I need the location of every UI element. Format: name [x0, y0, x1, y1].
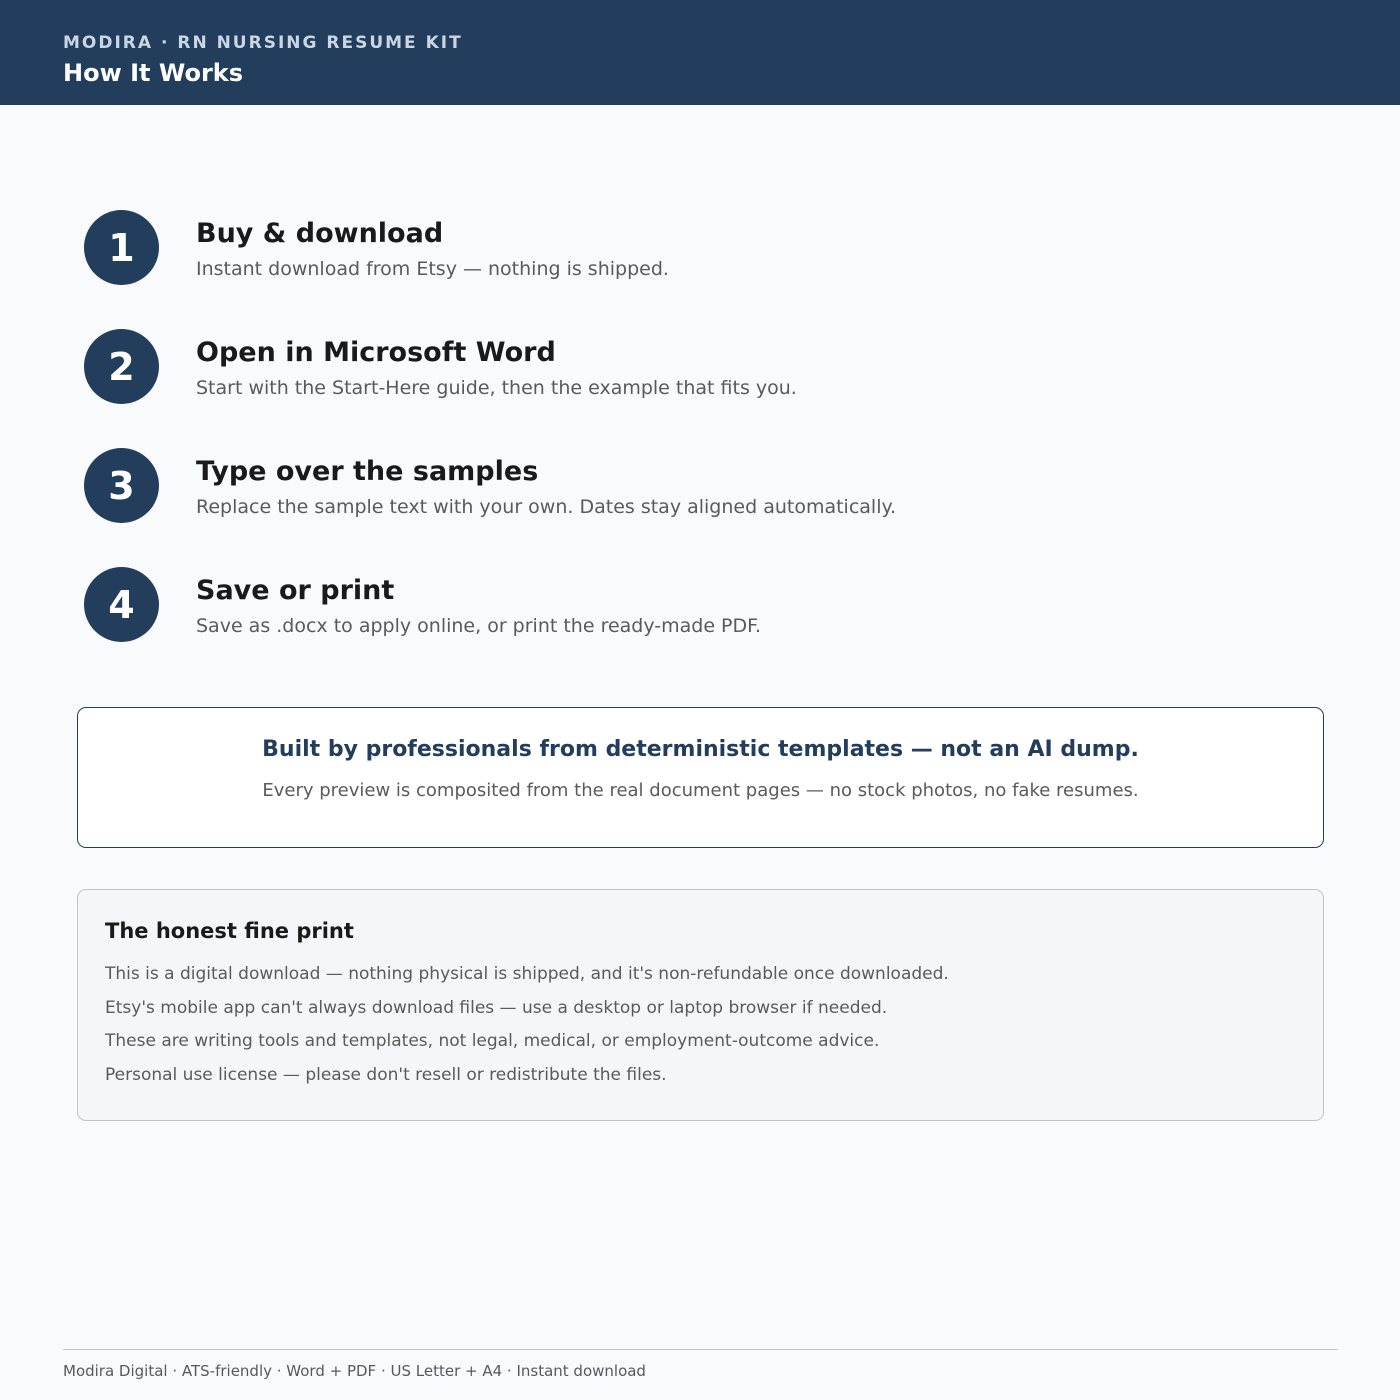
step-number-badge: 1: [84, 210, 159, 285]
page-title: How It Works: [63, 59, 244, 87]
step-2: [84, 329, 1284, 405]
fine-print-line: These are writing tools and templates, not legal, medical, or employment-outcome advice.: [105, 1031, 880, 1051]
step-description: Save as .docx to apply online, or print the ready-made PDF.: [196, 615, 762, 637]
header-kicker: MODIRA · RN NURSING RESUME KIT: [63, 33, 463, 53]
step-description: Instant download from Etsy — nothing is shipped.: [196, 258, 669, 280]
step-number-badge: 3: [84, 448, 159, 523]
callout-body: Every preview is composited from the real document pages — no stock photos, no fake resumes.: [262, 780, 1139, 801]
step-title: Save or print: [196, 575, 395, 606]
step-number-badge: 2: [84, 329, 159, 404]
step-1: [84, 210, 1284, 286]
step-4: [84, 567, 1284, 643]
step-3: [84, 448, 1284, 524]
step-number-badge: 4: [84, 567, 159, 642]
footer-text: Modira Digital · ATS-friendly · Word + PDF · US Letter + A4 · Instant download: [63, 1362, 646, 1380]
callout-title: Built by professionals from deterministic templates — not an AI dump.: [262, 737, 1139, 762]
step-title: Type over the samples: [196, 456, 539, 487]
page-header: [0, 0, 1400, 105]
fine-print-line: Personal use license — please don't resell or redistribute the files.: [105, 1065, 667, 1085]
footer-divider: [63, 1349, 1338, 1350]
step-description: Start with the Start-Here guide, then the example that fits you.: [196, 377, 797, 399]
step-title: Open in Microsoft Word: [196, 337, 556, 368]
quality-callout: [77, 707, 1324, 848]
fine-print-title: The honest fine print: [105, 919, 354, 943]
fine-print-line: Etsy's mobile app can't always download files — use a desktop or laptop browser if needed.: [105, 998, 888, 1018]
fine-print-line: This is a digital download — nothing physical is shipped, and it's non-refundable once downloaded.: [105, 964, 949, 984]
fine-print-panel: [77, 889, 1324, 1121]
step-description: Replace the sample text with your own. Dates stay aligned automatically.: [196, 496, 897, 518]
step-title: Buy & download: [196, 218, 444, 249]
